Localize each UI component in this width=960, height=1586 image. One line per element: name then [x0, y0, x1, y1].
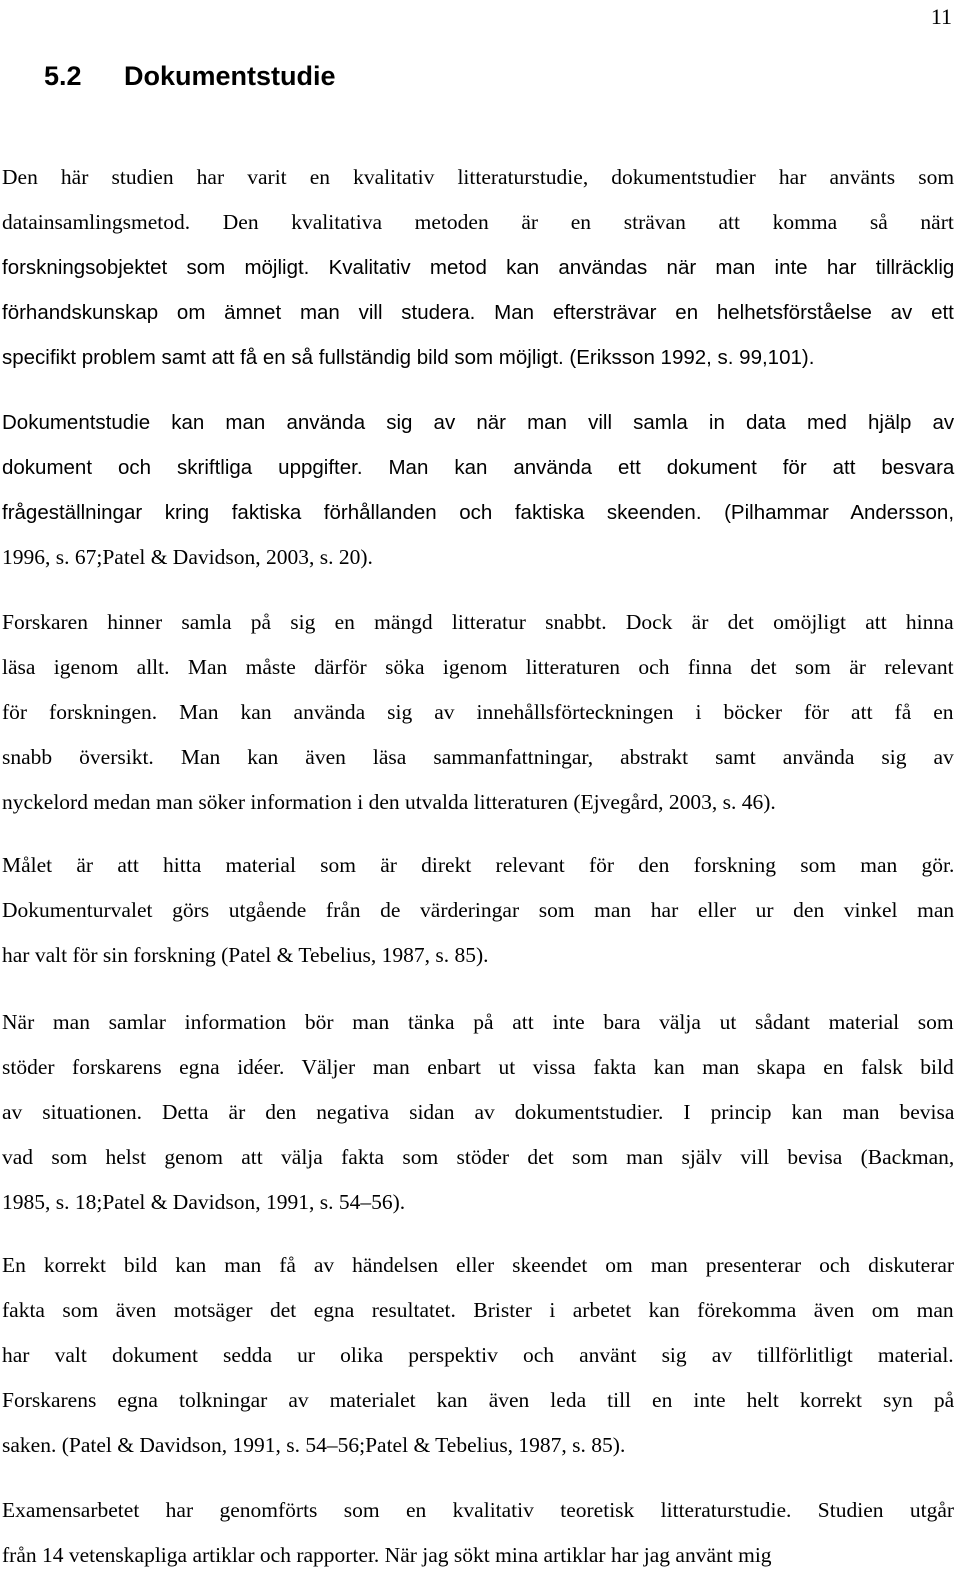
text-line: har valt för sin forskning (Patel & Tebelius, 1987, s. 85). [2, 943, 489, 967]
text-line: har valt dokument sedda ur olika perspektiv och använt sig av tillförlitligt material. [2, 1343, 954, 1367]
paragraph-document-study [2, 400, 954, 580]
paragraph-literature-search [2, 600, 954, 825]
paragraph-thesis-approach [2, 1488, 954, 1578]
text-line: förhandskunskap om ämnet man vill studera. Man eftersträvar en helhetsförståelse av ett [2, 301, 954, 324]
text-line: 1985, s. 18;Patel & Davidson, 1991, s. 54–56). [2, 1190, 406, 1214]
text-line: 1996, s. 67;Patel & Davidson, 2003, s. 20). [2, 545, 373, 569]
text-line: Forskaren hinner samla på sig en mängd litteratur snabbt. Dock är det omöjligt att hinna [2, 610, 954, 634]
text-line: Examensarbetet har genomförts som en kvalitativ teoretisk litteraturstudie. Studien utgår [2, 1498, 955, 1522]
text-line: specifikt problem samt att få en så fullständig bild som möjligt. (Eriksson 1992, s. 99,101). [2, 346, 815, 369]
text-line: Den här studien har varit en kvalitativ litteraturstudie, dokumentstudier har använts som [2, 165, 955, 189]
text-line: nyckelord medan man söker information i den utvalda litteraturen (Ejvegård, 2003, s. 46). [2, 790, 776, 814]
text-line: datainsamlingsmetod. Den kvalitativa metoden är en strävan att komma så närt [2, 210, 954, 234]
text-line: frågeställningar kring faktiska förhållanden och faktiska skeenden. (Pilhammar Andersson, [2, 501, 955, 524]
text-line: dokument och skriftliga uppgifter. Man kan använda ett dokument för att besvara [2, 456, 955, 479]
text-line: När man samlar information bör man tänka på att inte bara välja ut sådant material som [2, 1010, 954, 1034]
text-line: Målet är att hitta material som är direkt relevant för den forskning som man gör. [2, 853, 955, 877]
section-number: 5.2 [44, 61, 82, 91]
text-line: för forskningen. Man kan använda sig av innehållsförteckningen i böcker för att få en [2, 700, 954, 724]
text-line: av situationen. Detta är den negativa sidan av dokumentstudier. I princip kan man bevisa [2, 1100, 955, 1124]
text-line: fakta som även motsäger det egna resultatet. Brister i arbetet kan förekomma även om man [2, 1298, 954, 1322]
text-line: saken. (Patel & Davidson, 1991, s. 54–56;Patel & Tebelius, 1987, s. 85). [2, 1433, 626, 1457]
paragraph-method [2, 155, 954, 380]
text-line: Dokumentstudie kan man använda sig av när man vill samla in data med hjälp av [2, 411, 955, 434]
text-line: från 14 vetenskapliga artiklar och rapporter. När jag sökt mina artiklar har jag använt mig [2, 1543, 772, 1567]
text-line: snabb översikt. Man kan även läsa sammanfattningar, abstrakt samt använda sig av [2, 745, 954, 769]
section-heading [44, 58, 336, 94]
text-line: stöder forskarens egna idéer. Väljer man enbart ut vissa fakta kan man skapa en falsk bild [2, 1055, 954, 1079]
text-line: vad som helst genom att välja fakta som stöder det som man själv vill bevisa (Backman, [2, 1145, 955, 1169]
paragraph-goal [2, 843, 954, 978]
text-line: En korrekt bild kan man få av händelsen eller skeendet om man presenterar och diskuterar [2, 1253, 955, 1277]
section-title: Dokumentstudie [124, 61, 336, 91]
text-line: Dokumenturvalet görs utgående från de värderingar som man har eller ur den vinkel man [2, 898, 955, 922]
text-line: forskningsobjektet som möjligt. Kvalitativ metod kan användas när man inte har tillräcklig [2, 256, 955, 279]
text-line: Forskarens egna tolkningar av materialet kan även leda till en inte helt korrekt syn på [2, 1388, 955, 1412]
paragraph-selection-bias [2, 1000, 954, 1225]
page-number: 11 [930, 4, 952, 29]
paragraph-correct-picture [2, 1243, 954, 1468]
text-line: läsa igenom allt. Man måste därför söka igenom litteraturen och finna det som är relevant [2, 655, 954, 679]
